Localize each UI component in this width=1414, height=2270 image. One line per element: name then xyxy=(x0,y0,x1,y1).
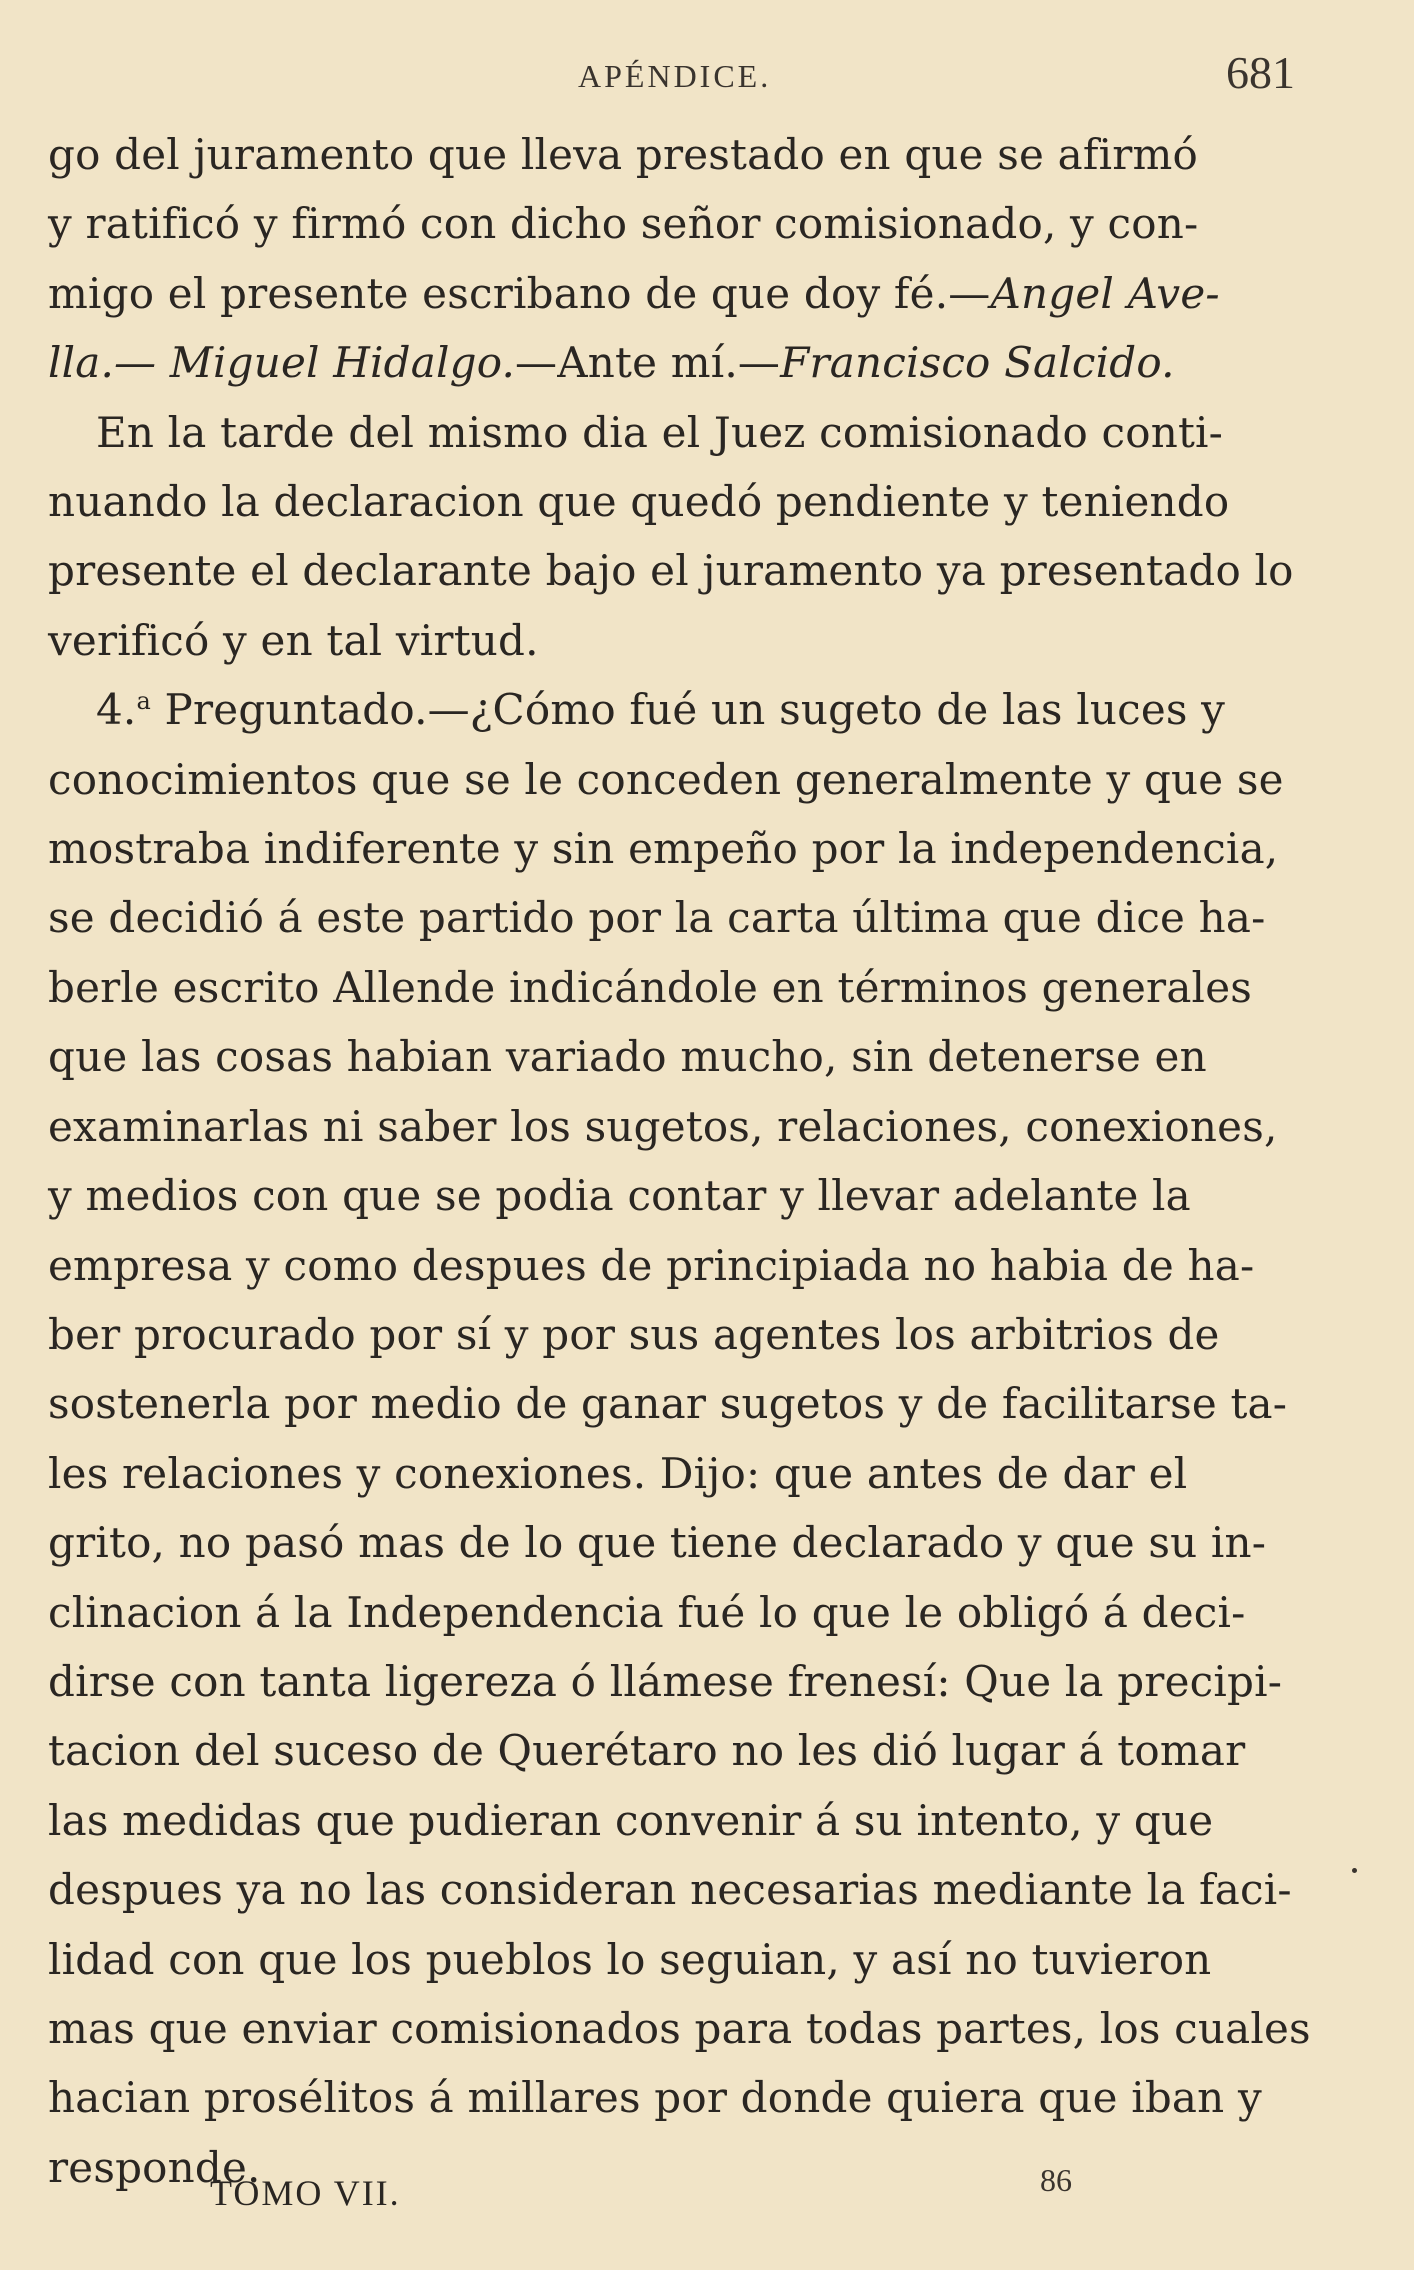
text-line: empresa y como despues de principiada no habia de ha- xyxy=(48,1240,1255,1290)
ink-speck xyxy=(1352,1868,1357,1873)
signature-mark: 86 xyxy=(1040,2162,1072,2198)
text-line: y ratificó y firmó con dicho señor comisionado, y con- xyxy=(48,199,1199,249)
text-line: hacian prosélitos á millares por donde quiera que iban y xyxy=(48,2073,1262,2123)
text-line: sostenerla por medio de ganar sugetos y de facilitarse ta- xyxy=(48,1379,1288,1429)
signatory-name: Francisco Salcido. xyxy=(780,338,1175,388)
text-line: se decidió á este partido por la carta última que dice ha- xyxy=(48,893,1266,943)
body-text xyxy=(48,120,1311,2202)
text-line xyxy=(48,259,1288,328)
running-head: APÉNDICE. xyxy=(578,58,772,94)
text-fragment: Preguntado.—¿Cómo fué un sugeto de las luces y xyxy=(151,685,1226,735)
text-line: responde. xyxy=(48,2142,261,2192)
text-line: las medidas que pudieran convenir á su intento, y que xyxy=(48,1795,1214,1845)
text-line: En la tarde del mismo dia el Juez comisionado conti- xyxy=(96,407,1224,457)
text-line: mas que enviar comisionados para todas partes, los cuales xyxy=(48,2003,1311,2053)
signatory-name: Angel Ave- xyxy=(990,268,1220,318)
text-line: verificó y en tal virtud. xyxy=(48,615,539,665)
text-line: les relaciones y conexiones. Dijo: que antes de dar el xyxy=(48,1448,1188,1498)
text-line xyxy=(48,328,1288,397)
text-line: ber procurado por sí y por sus agentes los arbitrios de xyxy=(48,1309,1220,1359)
text-fragment: —Ante mí.— xyxy=(515,338,781,388)
text-line: dirse con tanta ligereza ó llámese frenesí: Que la precipi- xyxy=(48,1656,1283,1706)
question-number: 4. xyxy=(96,685,137,735)
text-line: mostraba indiferente y sin empeño por la independencia, xyxy=(48,824,1279,874)
page-header xyxy=(0,44,1414,104)
text-line: examinarlas ni saber los sugetos, relaciones, conexiones, xyxy=(48,1101,1278,1151)
text-fragment: migo el presente escribano de que doy fé.— xyxy=(48,268,991,318)
text-line xyxy=(48,675,1288,744)
signatory-name: lla.— Miguel Hidalgo. xyxy=(48,338,516,388)
ordinal-superscript: a xyxy=(136,687,151,716)
text-line: clinacion á la Independencia fué lo que le obligó á deci- xyxy=(48,1587,1246,1637)
text-line: lidad con que los pueblos lo seguian, y así no tuvieron xyxy=(48,1934,1212,1984)
text-line: go del juramento que lleva prestado en que se afirmó xyxy=(48,130,1199,179)
page-number: 681 xyxy=(1226,47,1295,98)
text-line: nuando la declaracion que quedó pendiente y teniendo xyxy=(48,477,1230,527)
text-line: presente el declarante bajo el juramento ya presentado lo xyxy=(48,546,1294,596)
text-line: y medios con que se podia contar y llevar adelante la xyxy=(48,1171,1191,1221)
text-line: tacion del suceso de Querétaro no les dió lugar á tomar xyxy=(48,1726,1246,1776)
text-line: grito, no pasó mas de lo que tiene declarado y que su in- xyxy=(48,1518,1267,1568)
text-line: berle escrito Allende indicándole en términos generales xyxy=(48,962,1253,1012)
text-line: que las cosas habian variado mucho, sin detenerse en xyxy=(48,1032,1207,1082)
volume-label: TOMO VII. xyxy=(210,2173,401,2213)
page-footer xyxy=(0,2162,1414,2232)
text-line: despues ya no las consideran necesarias mediante la faci- xyxy=(48,1865,1292,1915)
text-line: conocimientos que se le conceden generalmente y que se xyxy=(48,754,1284,804)
